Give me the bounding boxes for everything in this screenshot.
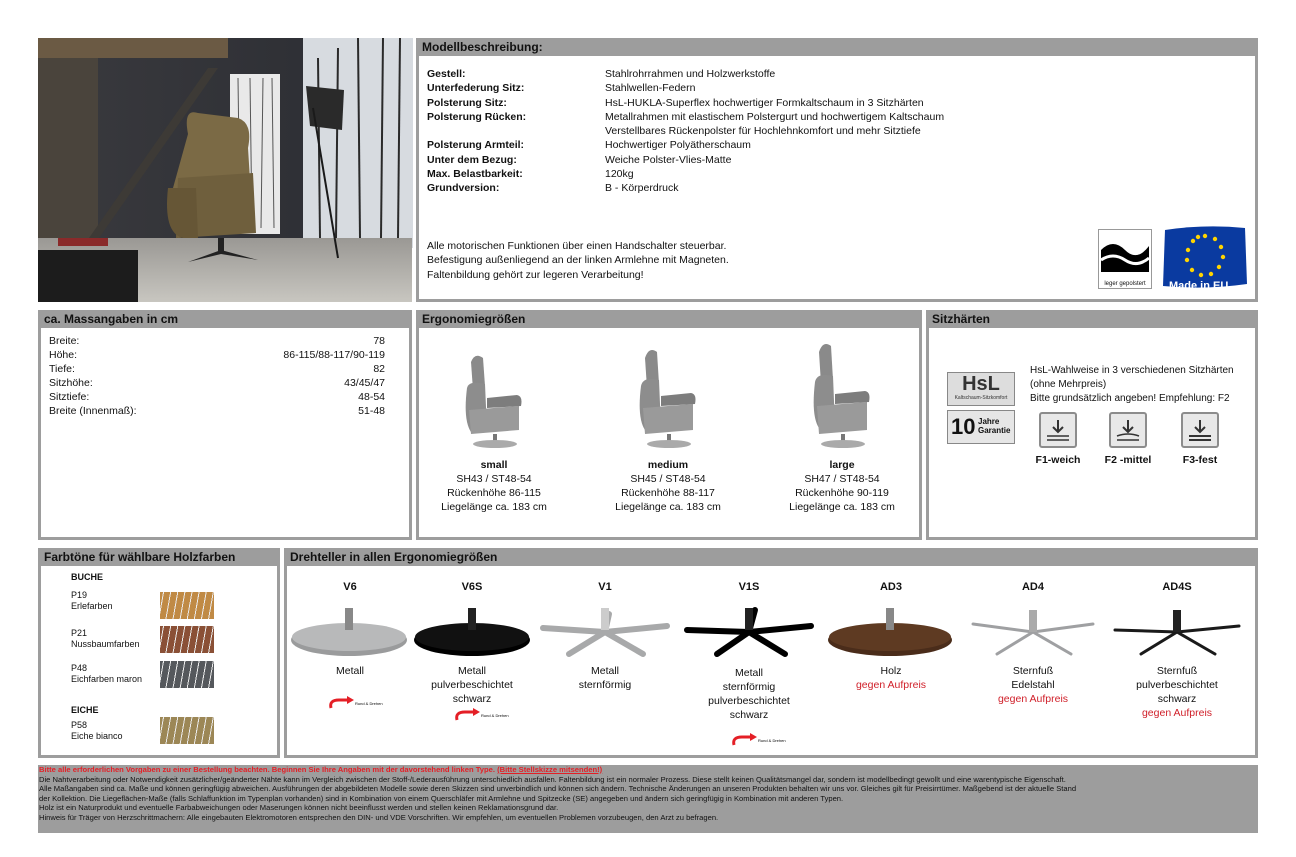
svg-text:Rund & Drehen: Rund & Drehen — [481, 713, 509, 718]
chair-large-icon — [805, 340, 875, 450]
sketch-link[interactable]: (Bitte Stellskizze mitsenden!) — [497, 765, 603, 774]
model-description-panel — [416, 38, 1258, 302]
dimension-row: Breite (Innenmaß): 51-48 — [49, 405, 385, 417]
note: Befestigung außenliegend an der linken Armlehne mit Magneten. — [427, 254, 729, 267]
hardness-f3-label: F3-fest — [1182, 454, 1218, 466]
spec-row: Polsterung Armteil: Hochwertiger Polyätherschaum — [427, 139, 751, 152]
hardness-f1-icon — [1039, 412, 1077, 448]
dimension-row: Höhe: 86-115/88-117/90-119 — [49, 349, 385, 361]
footer-line: Alle Maßangaben sind ca. Maße und können geringfügig abweichen. Ausführungen der abgebildeten Modelle sowie deren Skizzen sind unverbindlich und können sich ändern. Technische Änderungen an unseren Produkten behalten wir uns vor. Gleiches gilt für Preisirrtümer. Maßgebend ist der aktuelle Stand — [39, 784, 1077, 794]
dimension-row: Tiefe: 82 — [49, 363, 385, 375]
wood-group-buche: BUCHE — [71, 572, 104, 582]
spec-row: Unterfederung Sitz: Stahlwellen-Federn — [427, 82, 696, 95]
dimension-row: Breite: 78 — [49, 335, 385, 347]
svg-text:Rund & Drehen: Rund & Drehen — [355, 701, 383, 706]
base-v1[interactable]: V1 Metall sternförmig — [578, 581, 632, 691]
hardness-info: HsL-Wahlweise in 3 verschiedenen Sitzhärten (ohne Mehrpreis) Bitte grundsätzlich angeben! Empfehlung: F2 — [1030, 365, 1234, 404]
spec-row: Gestell: Stahlrohrrahmen und Holzwerkstoffe — [427, 68, 776, 80]
dimensions-title: ca. Massangaben in cm — [44, 312, 179, 326]
made-in-eu-badge: Made in EU — [1161, 224, 1249, 296]
wood-item: P48 Eichfarben maron — [71, 663, 143, 684]
base-ad4[interactable]: AD4 Sternfuß Edelstahl gegen Aufpreis — [997, 581, 1069, 705]
footer-line: der Kollektion. Die Liegeflächen-Maße (falls Schlaffunktion im Typenplan vorhanden) sind in Kombination von einem Querschläfer mit Armlehne und Spitzecke (SE) angegeben und ändern sich geringfügig in Kombination mit anderen Typen. — [39, 793, 844, 803]
ergo-size-small: small SH43 / ST48-54 Rückenhöhe 86-115 Liegelänge ca. 183 cm — [441, 459, 547, 513]
chair-small-icon — [457, 350, 527, 450]
dimension-row: Sitzhöhe: 43/45/47 — [49, 377, 385, 389]
order-warning: Bitte alle erforderlichen Vorgaben zu einer Bestellung beachten. Beginnen Sie Ihre Angaben mit der davorstehend linken Type. (Bitte Stellskizze mitsenden!) — [39, 765, 603, 774]
wood-colors-panel — [38, 548, 280, 758]
wood-swatch-p19[interactable] — [160, 592, 214, 619]
spec-row: Verstellbares Rückenpolster für Hochlehnkomfort und mehr Sitztiefe — [605, 125, 921, 138]
wood-swatch-p58[interactable] — [160, 717, 214, 744]
footer-line: Die Nahtverarbeitung oder Notwendigkeit zusätzlicher/geänderter Nähte kann im Vergleich zwischen der Stoff-/Lederausführung unterschiedlich ausfallen. Faltenbildung ist ein normaler Prozess. Diese stellt keinen Qualitätsmangel dar, sondern ist modellbedingt gewollt und eine warentypische Eigenschaft. — [39, 774, 1066, 784]
dimensions-panel — [38, 310, 412, 540]
base-v6[interactable]: V6 Metall — [335, 581, 364, 677]
model-description-title: Modellbeschreibung: — [422, 40, 543, 54]
base-ad3[interactable]: AD3 Holz gegen Aufpreis — [855, 581, 927, 691]
hsl-logo: HsL Kaltschaum-Sitzkomfort — [947, 372, 1015, 406]
wood-item: P21 Nussbaumfarben — [71, 628, 140, 649]
dimension-row: Sitztiefe: 48-54 — [49, 391, 385, 403]
rotate-icon — [327, 696, 383, 712]
leger-gepolstert-badge: leger gepolstert — [1098, 229, 1152, 289]
spec-row: Polsterung Sitz: HsL-HUKLA-Superflex hochwertiger Formkaltschaum in 3 Sitzhärten — [427, 96, 924, 109]
note: Faltenbildung gehört zur legeren Verarbeitung! — [427, 268, 644, 281]
hardness-f2-label: F2 -mittel — [1104, 454, 1152, 466]
footer-notes — [38, 765, 1258, 833]
rotate-icon — [453, 708, 509, 724]
seat-hardness-panel — [926, 310, 1258, 540]
ergo-size-medium: medium SH45 / ST48-54 Rückenhöhe 88-117 Liegelänge ca. 183 cm — [615, 459, 721, 513]
wood-swatch-p48[interactable] — [160, 661, 214, 688]
guarantee-logo: 10 Jahre Garantie — [947, 410, 1015, 444]
wood-group-eiche: EICHE — [71, 705, 99, 715]
product-photo — [38, 38, 412, 302]
wood-item: P19 Erlefarben — [71, 590, 113, 611]
chair-medium-icon — [631, 346, 701, 450]
ergonomic-sizes-title: Ergonomiegrößen — [422, 312, 526, 326]
rotate-icon — [730, 733, 786, 749]
wood-colors-title: Farbtöne für wählbare Holzfarben — [44, 550, 236, 564]
note: Alle motorischen Funktionen über einen Handschalter steuerbar. — [427, 240, 727, 252]
hardness-f1-label: F1-weich — [1035, 454, 1081, 466]
seat-hardness-title: Sitzhärten — [932, 312, 991, 326]
bases-panel — [284, 548, 1258, 758]
spec-row: Max. Belastbarkeit: 120kg — [427, 168, 634, 181]
spec-row: Grundversion: B - Körperdruck — [427, 182, 679, 195]
base-v6s[interactable]: V6S Metall pulverbeschichtet schwarz — [431, 581, 513, 705]
wave-icon — [1099, 230, 1151, 276]
ergonomic-sizes-panel — [416, 310, 922, 540]
hardness-f3-icon — [1181, 412, 1219, 448]
footer-line: Hinweis für Träger von Herzschrittmachern: Alle eingebauten Elektromotoren entsprechen den DIN- und VDE Vorschriften. Wir empfehlen, um eventuellen Problemen vorzubeugen, den Arzt zu befragen. — [39, 812, 719, 822]
wood-item: P58 Eiche bianco — [71, 720, 123, 741]
footer-line: Holz ist ein Naturprodukt und eventuelle Farbabweichungen oder Maserungen können nicht beeinflusst werden und stellen keinen Reklamationsgrund dar. — [39, 803, 559, 813]
ergo-size-large: large SH47 / ST48-54 Rückenhöhe 90-119 Liegelänge ca. 183 cm — [789, 459, 895, 513]
base-v1s[interactable]: V1S Metall sternförmig pulverbeschichtet schwarz — [708, 581, 790, 721]
wood-swatch-p21[interactable] — [160, 626, 214, 653]
spec-list — [419, 67, 1119, 196]
svg-text:Rund & Drehen: Rund & Drehen — [758, 738, 786, 743]
spec-row: Polsterung Rücken: Metallrahmen mit elastischem Polstergurt und hochwertigem Kaltschaum — [427, 110, 945, 123]
hardness-f2-icon — [1109, 412, 1147, 448]
base-ad4s[interactable]: AD4S Sternfuß pulverbeschichtet schwarz gegen Aufpreis — [1136, 581, 1218, 719]
bases-title: Drehteller in allen Ergonomiegrößen — [290, 550, 498, 564]
model-notes — [427, 239, 729, 282]
spec-row: Unter dem Bezug: Weiche Polster-Vlies-Matte — [427, 153, 732, 166]
